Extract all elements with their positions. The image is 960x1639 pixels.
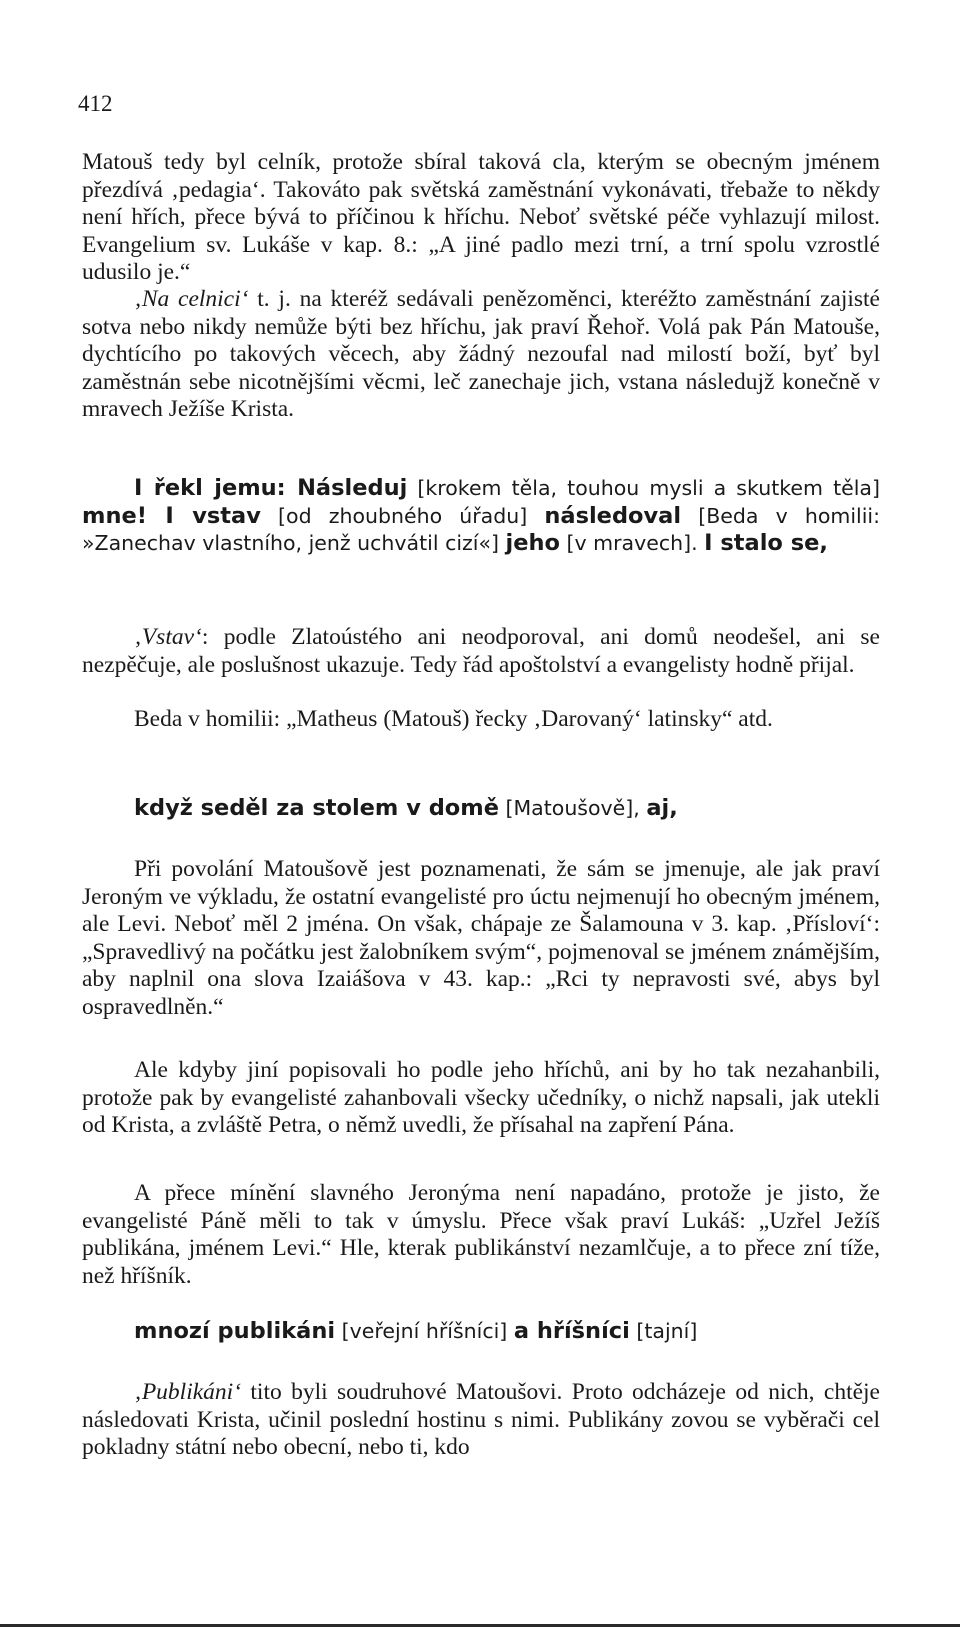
verse-gloss: [Matoušově], (498, 796, 647, 820)
paragraph-text: A přece mínění slavného Jeronýma není napadáno, protože je jisto, že evangelisté Páně měli to tak v úmyslu. Přece však praví Lukáš: „Uzřel Ježíš publikána, jménem Levi.“ Hle, kterak publikánství nezamlčuje, a to přece zní tíže, než hříšník. (82, 1180, 880, 1289)
gospel-verse-2 (82, 795, 880, 823)
commentary-paragraph-7 (82, 1180, 880, 1290)
verse-bold: jeho (505, 530, 560, 556)
verse-gloss: [od zhoubného úřadu] (260, 503, 545, 528)
paragraph-text: Beda v homilii: „Matheus (Matouš) řecky ‚Darovaný‘ latinsky“ atd. (134, 706, 773, 732)
italic-lead: ‚Vstav‘ (134, 624, 202, 650)
commentary-paragraph-5 (82, 856, 880, 1021)
gospel-verse-1 (82, 475, 880, 558)
paragraph-text: tito byli soudruhové Matoušovi. Proto odcházeje od nich, chtěje následovati Krista, učinil poslední hostinu s nimi. Publikány zovou se vyběrači cel pokladny státní nebo obecní, nebo ti, kdo (82, 1379, 880, 1460)
italic-lead: ‚Na celnici‘ (134, 286, 249, 312)
verse-bold: následoval (544, 502, 682, 529)
commentary-paragraph-3 (82, 624, 880, 679)
verse-gloss: [krokem těla, touhou mysli a skutkem těla] (407, 476, 880, 500)
paragraph-text: : podle Zlatoústého ani neodporoval, ani domů neodešel, ani se nezpěčuje, ale poslušnost ukazuje. Tedy řád apoštolství a evangelisty hodně přijal. (82, 624, 880, 678)
verse-gloss: [veřejní hříšníci] (335, 1319, 514, 1343)
commentary-paragraph-8 (82, 1379, 880, 1462)
paragraph-text: Při povolání Matoušově jest poznamenati, že sám se jmenuje, ale jak praví Jeroným ve výkladu, že ostatní evangelisté pro úctu nejmenují ho obecným jménem, ale Levi. Neboť měl 2 jména. On však, chápaje ze Šalamouna v 3. kap. ‚Přísloví‘: „Spravedlivý na počátku jest žalobníkem svým“, pojmenoval se jménem známějším, aby naplnil ona slova Izaiášova v 43. kap.: „Rci ty nepravosti své, abys byl ospravedlněn.“ (82, 856, 880, 1020)
verse-bold: mnozí publikáni (134, 1318, 336, 1344)
commentary-paragraph-4 (82, 706, 880, 734)
verse-bold: a hříšníci (513, 1318, 630, 1344)
commentary-paragraph-2 (82, 286, 880, 424)
scan-bottom-edge (0, 1624, 960, 1627)
verse-bold: mne! I vstav (82, 502, 261, 529)
commentary-paragraph-6 (82, 1057, 880, 1140)
verse-bold: když seděl za stolem v domě (134, 795, 499, 821)
verse-bold: I řekl jemu: Následuj (134, 475, 408, 501)
paragraph-text: t. j. na kteréž sedávali penězoměnci, kteréžto zaměstnání zajisté sotva nebo nikdy nemůže býti bez hříchu, jak praví Řehoř. Volá pak Pán Matouše, dychtícího po takových věcech, aby žádný nezoufal nad milostí boží, byť byl zaměstnán sebe nicotnějšími věcmi, leč zanechaje jich, vstana následujž konečně v mravech Ježíše Krista. (82, 286, 880, 422)
gospel-verse-3 (82, 1318, 880, 1346)
italic-lead: ‚Publikáni‘ (134, 1379, 242, 1405)
verse-bold: aj, (646, 795, 678, 821)
page-number: 412 (78, 91, 113, 116)
verse-gloss: [v mravech]. (560, 531, 705, 555)
paragraph-text: Matouš tedy byl celník, protože sbíral taková cla, kterým se obecným jménem přezdívá ‚pedagia‘. Takováto pak světská zaměstnání vykonávati, třebaže to někdy není hřích, přece bývá to příčinou k hříchu. Neboť světské péče vyhlazují milost. Evangelium sv. Lukáše v kap. 8.: „A jiné padlo mezi trní, a trní spolu vzrostlé udusilo je.“ (82, 149, 880, 285)
verse-bold: I stalo se, (704, 530, 828, 556)
paragraph-text: Ale kdyby jiní popisovali ho podle jeho hříchů, ani by ho tak nezahanbili, protože pak by evangelisté zahanbovali všecky učedníky, o nichž napsali, jak utekli od Krista, a zvláště Petra, o němž uvedli, že přísahal na zapření Pána. (82, 1057, 880, 1138)
commentary-paragraph-1 (82, 149, 880, 287)
verse-gloss: [tajní] (629, 1319, 698, 1343)
verse-gloss: [Beda v homilii: »Zanechav vlastního, jenž uchvátil cizí«] (82, 503, 881, 555)
